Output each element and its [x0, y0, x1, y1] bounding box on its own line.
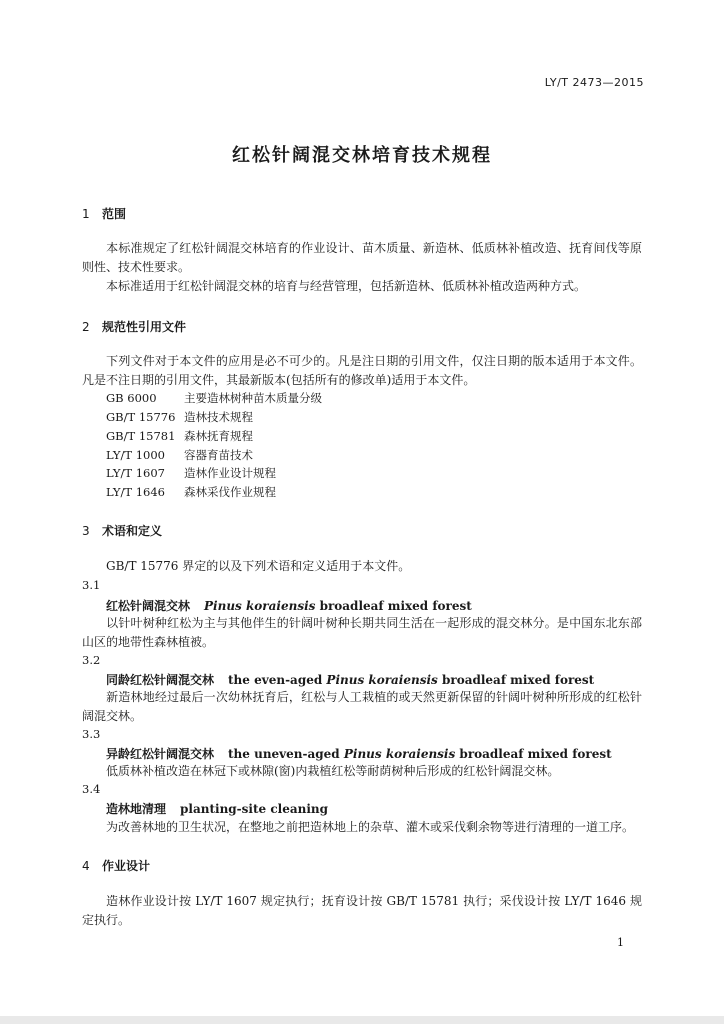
- term-definition: [82, 688, 642, 726]
- page-number: 1: [617, 936, 624, 949]
- document-title: 红松针阔混交林培育技术规程: [232, 145, 492, 166]
- paragraph-text: GB/T 15776 界定的以及下列术语和定义适用于本文件。: [106, 559, 411, 573]
- section-1-heading: [82, 205, 126, 222]
- section-title: 作业设计: [102, 859, 151, 873]
- reference-item: [106, 483, 276, 502]
- reference-code: LY/T 1646: [106, 485, 165, 499]
- reference-item: [106, 408, 253, 427]
- term-definition: [82, 762, 642, 781]
- section-title: 术语和定义: [102, 524, 163, 538]
- reference-item: [106, 446, 253, 465]
- paragraph-text: 新造林地经过最后一次幼林抚育后，红松与人工栽植的或天然更新保留的针阔叶树种所形成的红松针阔混交林。: [82, 690, 642, 723]
- reference-code: LY/T 1000: [106, 448, 165, 462]
- term-number: 3.4: [82, 782, 101, 796]
- reference-name: 容器育苗技术: [184, 448, 253, 462]
- paragraph-text: 下列文件对于本文件的应用是必不可少的。凡是注日期的引用文件，仅注日期的版本适用于本文件。凡是不注日期的引用文件，其最新版本(包括所有的修改单)适用于本文件。: [82, 354, 642, 387]
- term-chinese: 红松针阔混交林: [106, 599, 191, 613]
- reference-code: GB/T 15776: [106, 410, 176, 424]
- paragraph-text: 造林作业设计按 LY/T 1607 规定执行；抚育设计按 GB/T 15781 执行；采伐设计按 LY/T 1646 规定执行。: [82, 894, 642, 927]
- reference-item: [106, 464, 276, 483]
- section-number: 1: [82, 207, 90, 221]
- reference-code: GB 6000: [106, 391, 157, 405]
- standard-code: LY/T 2473—2015: [544, 76, 644, 89]
- term-number: 3.2: [82, 653, 101, 667]
- term-english: the uneven-aged Pinus koraiensis broadleaf mixed forest: [228, 747, 612, 761]
- section-2-paragraph-1: [82, 352, 642, 390]
- term-definition: [82, 818, 642, 837]
- term-heading: [106, 800, 328, 817]
- reference-code: LY/T 1607: [106, 466, 165, 480]
- section-title: 范围: [102, 207, 127, 221]
- reference-item: [106, 389, 322, 408]
- term-heading: [106, 745, 612, 762]
- term-heading: [106, 597, 472, 614]
- reference-name: 造林作业设计规程: [184, 466, 276, 480]
- paragraph-text: 本标准规定了红松针阔混交林培育的作业设计、苗木质量、新造林、低质林补植改造、抚育间伐等原则性、技术性要求。: [82, 241, 642, 274]
- section-4-heading: [82, 857, 150, 874]
- term-english: Pinus koraiensis broadleaf mixed forest: [204, 599, 472, 613]
- section-3-paragraph-1: [82, 557, 642, 576]
- term-chinese: 异龄红松针阔混交林: [106, 747, 215, 761]
- paragraph-text: 低质林补植改造在林冠下或林隙(窗)内栽植红松等耐荫树种后形成的红松针阔混交林。: [106, 764, 560, 778]
- reference-name: 主要造林树种苗木质量分级: [184, 391, 322, 405]
- term-english: planting-site cleaning: [180, 802, 329, 816]
- section-1-paragraph-2: [82, 277, 642, 296]
- section-4-paragraph-1: [82, 892, 642, 930]
- section-title: 规范性引用文件: [102, 320, 187, 334]
- term-number: 3.3: [82, 727, 101, 741]
- term-definition: [82, 614, 642, 652]
- paragraph-text: 以针叶树种红松为主与其他伴生的针阔叶树种长期共同生活在一起形成的混交林分。是中国东北东部山区的地带性森林植被。: [82, 616, 642, 649]
- term-english: the even-aged Pinus koraiensis broadleaf mixed forest: [228, 673, 595, 687]
- section-number: 2: [82, 320, 90, 334]
- reference-name: 森林抚育规程: [184, 429, 253, 443]
- reference-item: [106, 427, 253, 446]
- term-chinese: 造林地清理: [106, 802, 167, 816]
- section-number: 4: [82, 859, 90, 873]
- section-number: 3: [82, 524, 90, 538]
- reference-code: GB/T 15781: [106, 429, 176, 443]
- term-chinese: 同龄红松针阔混交林: [106, 673, 215, 687]
- section-2-heading: [82, 318, 186, 335]
- term-number: 3.1: [82, 578, 101, 592]
- page-bottom-edge: [0, 1016, 724, 1024]
- reference-name: 森林采伐作业规程: [184, 485, 276, 499]
- reference-name: 造林技术规程: [184, 410, 253, 424]
- section-1-paragraph-1: [82, 239, 642, 277]
- paragraph-text: 本标准适用于红松针阔混交林的培育与经营管理，包括新造林、低质林补植改造两种方式。: [106, 279, 587, 293]
- paragraph-text: 为改善林地的卫生状况，在整地之前把造林地上的杂草、灌木或采伐剩余物等进行清理的一道工序。: [106, 820, 635, 834]
- section-3-heading: [82, 522, 162, 539]
- term-heading: [106, 671, 594, 688]
